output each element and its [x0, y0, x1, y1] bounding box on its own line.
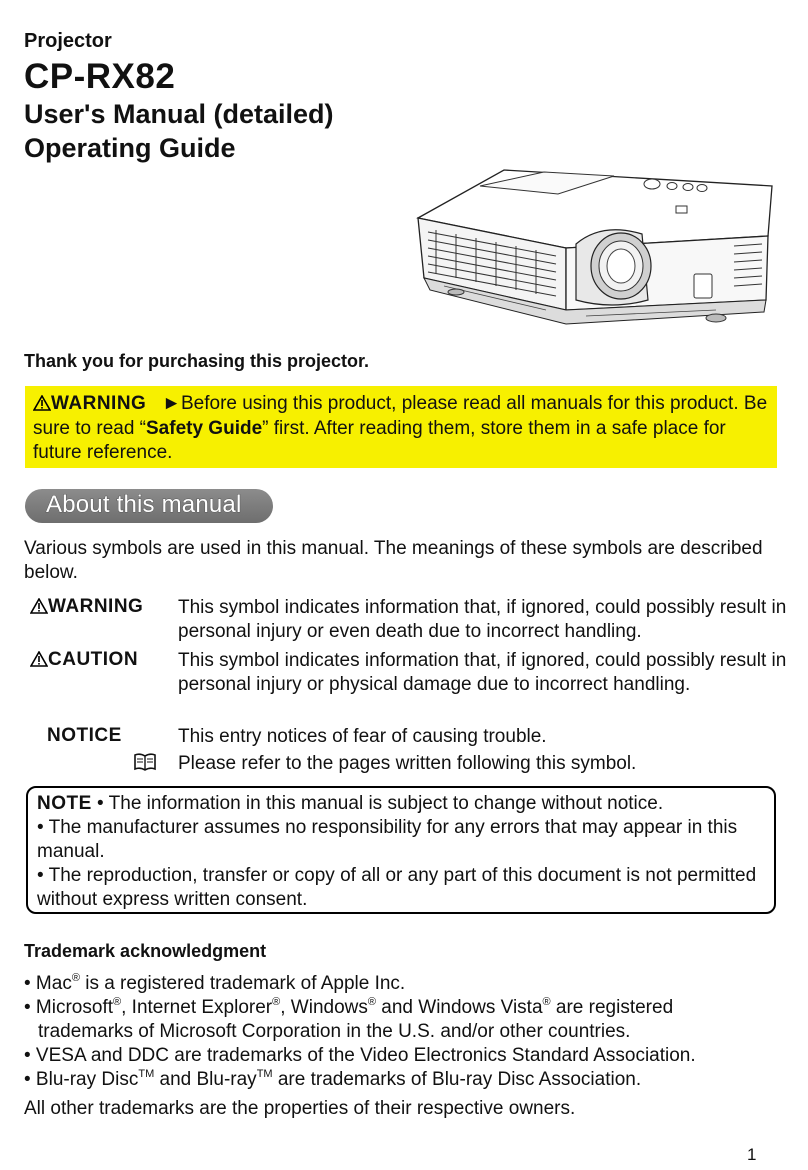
trademark-closing: All other trademarks are the properties of their respective owners.	[24, 1098, 576, 1119]
page-number: 1	[747, 1145, 757, 1164]
trademark-line-3: • VESA and DDC are trademarks of the Video Electronics Standard Association.	[24, 1045, 696, 1066]
thanks-line: Thank you for purchasing this projector.	[24, 351, 370, 371]
note-line-1: • The information in this manual is subject to change without notice.	[91, 793, 664, 814]
symbol-caution-desc: This symbol indicates information that, if ignored, could possibly result in personal injury or physical damage due to incorrect handling.	[178, 650, 787, 695]
symbol-notice-desc: This entry notices of fear of causing trouble.	[178, 726, 547, 747]
model-number: CP-RX82	[24, 57, 176, 96]
symbol-reference-desc: Please refer to the pages written following this symbol.	[178, 753, 637, 774]
warning-tail: ” first. After reading them, store them in a safe place for future reference.	[33, 417, 726, 463]
symbol-warning-label: WARNING	[30, 596, 143, 618]
symbol-caution-label: CAUTION	[30, 649, 138, 671]
manual-title: User's Manual (detailed)	[24, 99, 334, 129]
warning-triangle-icon	[33, 395, 51, 411]
caution-triangle-icon	[30, 651, 48, 667]
product-label: Projector	[24, 30, 112, 52]
symbol-warning-desc: This symbol indicates information that, if ignored, could possibly result in personal injury or even death due to incorrect handling.	[178, 597, 787, 642]
book-icon	[134, 753, 156, 771]
trademark-line-4: • Blu-ray Disc™ and Blu-ray™ are trademarks of Blu-ray Disc Association.	[24, 1068, 642, 1090]
manual-subtitle: Operating Guide	[24, 133, 236, 163]
warning-box	[25, 386, 777, 468]
warning-label: WARNING	[33, 393, 146, 414]
projector-illustration	[416, 160, 778, 335]
warning-triangle-icon	[30, 598, 48, 614]
note-label: NOTE	[37, 793, 92, 814]
trademark-line-2: • Microsoft®, Internet Explorer®, Windows® and Windows Vista® are registered	[24, 996, 674, 1018]
note-box	[26, 786, 776, 914]
trademark-heading: Trademark acknowledgment	[24, 941, 267, 961]
section-heading: About this manual	[46, 491, 242, 518]
intro-text: Various symbols are used in this manual. The meanings of these symbols are described below.	[24, 538, 763, 583]
symbol-notice-label: NOTICE	[47, 725, 122, 746]
safety-guide-ref: Safety Guide	[146, 417, 263, 439]
note-line-3: • The reproduction, transfer or copy of all or any part of this document is not permitted without express written consent.	[37, 865, 757, 910]
trademark-line-1: • Mac® is a registered trademark of Apple Inc.	[24, 972, 406, 994]
warning-lead: ►Before using this product, please read all manuals for this product. Be sure to read “	[33, 393, 768, 439]
note-line-2: • The manufacturer assumes no responsibility for any errors that may appear in this manual.	[37, 817, 738, 862]
trademark-line-2-cont: trademarks of Microsoft Corporation in the U.S. and/or other countries.	[38, 1021, 631, 1042]
